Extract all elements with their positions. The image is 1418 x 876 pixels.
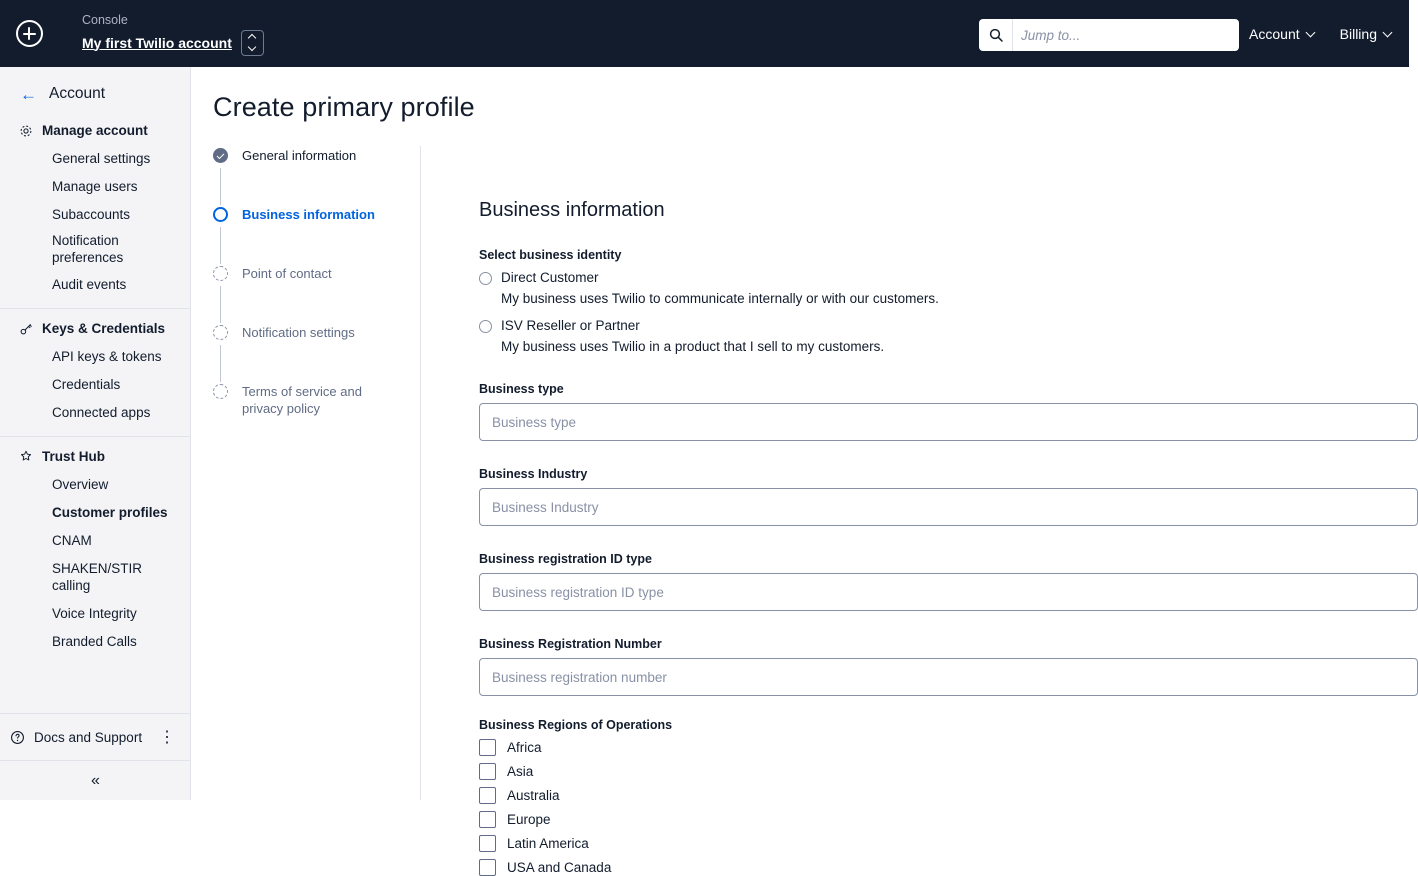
radio-icon[interactable] [479, 320, 492, 333]
step-connector [220, 227, 221, 264]
sidebar-item-audit-events[interactable]: Audit events [52, 276, 127, 292]
radio-isv-reseller-partner-description: My business uses Twilio in a product that I sell to my customers. [501, 339, 885, 354]
sidebar-section-keys-credentials[interactable] [0, 315, 190, 342]
chevron-down-icon [1383, 27, 1393, 37]
arrow-left-icon: ← [20, 84, 37, 104]
docs-and-support[interactable] [0, 713, 191, 760]
trust-hub-icon [18, 449, 33, 464]
checkbox-asia[interactable] [479, 763, 1409, 780]
gear-icon [18, 123, 33, 138]
sidebar-item-connected-apps[interactable]: Connected apps [52, 404, 151, 420]
step-general-information[interactable] [213, 146, 418, 205]
wizard-stepper [213, 146, 418, 422]
step-done-icon [213, 148, 228, 163]
billing-menu-label: Billing [1339, 25, 1377, 42]
main-content [191, 67, 1409, 875]
business-type-input[interactable] [479, 403, 1418, 441]
radio-isv-reseller-partner[interactable] [479, 317, 1409, 335]
checkbox-label: Africa [507, 740, 542, 755]
top-menu [1249, 0, 1391, 67]
sidebar-item-general-settings[interactable]: General settings [52, 150, 151, 166]
sidebar-section-label: Manage account [42, 123, 148, 138]
checkbox-icon[interactable] [479, 859, 496, 876]
checkbox-icon[interactable] [479, 763, 496, 780]
checkbox-australia[interactable] [479, 787, 1409, 804]
checkbox-usa-and-canada[interactable] [479, 859, 1409, 876]
step-connector [220, 168, 221, 205]
checkbox-label: Australia [507, 788, 560, 803]
business-type-label: Business type [479, 382, 564, 396]
step-notification-settings[interactable] [213, 323, 418, 382]
sidebar-item-shaken-stir-calling[interactable]: SHAKEN/STIR calling [52, 560, 143, 593]
account-block [82, 12, 264, 56]
radio-direct-customer[interactable] [479, 269, 1409, 287]
sidebar-footer [0, 713, 191, 800]
sidebar-item-voice-integrity[interactable]: Voice Integrity [52, 605, 137, 621]
sidebar-item-credentials[interactable]: Credentials [52, 376, 121, 392]
search-icon [979, 19, 1013, 51]
step-label: Point of contact [242, 266, 332, 281]
step-pending-icon [213, 384, 228, 399]
sidebar-back-to-account[interactable] [0, 67, 190, 117]
key-icon [18, 321, 33, 336]
form-heading: Business information [479, 199, 665, 221]
sidebar-back-label: Account [49, 85, 106, 102]
step-point-of-contact[interactable] [213, 264, 418, 323]
sidebar-section-manage-account[interactable] [0, 117, 190, 144]
sidebar-item-overview[interactable]: Overview [52, 476, 109, 492]
step-connector [220, 345, 221, 382]
search-input[interactable] [1013, 20, 1239, 50]
step-label: Business information [242, 207, 375, 222]
business-registration-id-type-input[interactable] [479, 573, 1418, 611]
twilio-logo-icon [16, 20, 43, 47]
step-business-information[interactable] [213, 205, 418, 264]
account-menu[interactable] [1249, 26, 1314, 42]
account-name-link[interactable]: My first Twilio account [82, 34, 232, 51]
step-terms-of-service[interactable] [213, 382, 418, 422]
radio-direct-customer-description: My business uses Twilio to communicate internally or with our customers. [501, 291, 939, 306]
sidebar-item-customer-profiles[interactable]: Customer profiles [52, 504, 168, 520]
checkbox-label: Latin America [507, 836, 589, 851]
checkbox-africa[interactable] [479, 739, 1409, 756]
sidebar-section-trust-hub[interactable] [0, 443, 190, 470]
sidebar-collapse-button[interactable] [0, 760, 191, 800]
chevron-down-icon [1305, 27, 1315, 37]
checkbox-icon[interactable] [479, 811, 496, 828]
sidebar-section-label: Keys & Credentials [42, 321, 166, 336]
sidebar-divider [0, 308, 190, 309]
business-information-form [420, 146, 1409, 875]
twilio-logo-button[interactable] [0, 0, 58, 67]
sidebar-item-manage-users[interactable]: Manage users [52, 178, 138, 194]
checkbox-icon[interactable] [479, 835, 496, 852]
business-identity-label: Select business identity [479, 248, 622, 262]
checkbox-label: USA and Canada [507, 860, 612, 875]
sidebar-divider [0, 436, 190, 437]
step-label: General information [242, 148, 357, 163]
step-active-icon [213, 207, 228, 222]
sidebar-section-label: Trust Hub [42, 449, 105, 464]
checkbox-europe[interactable] [479, 811, 1409, 828]
radio-label: Direct Customer [501, 270, 599, 285]
step-connector [220, 286, 221, 323]
business-registration-number-input[interactable] [479, 658, 1418, 696]
docs-and-support-label: Docs and Support [34, 729, 143, 745]
page-title: Create primary profile [213, 92, 475, 122]
step-pending-icon [213, 266, 228, 281]
global-search[interactable] [979, 19, 1239, 51]
checkbox-label: Europe [507, 812, 551, 827]
help-circle-icon [10, 730, 25, 745]
checkbox-icon[interactable] [479, 787, 496, 804]
checkbox-label: Asia [507, 764, 534, 779]
sidebar-item-notification-preferences[interactable] [0, 228, 190, 270]
console-label: Console [82, 12, 128, 27]
sidebar-item-label: Notification preferences [52, 233, 124, 265]
sidebar [0, 67, 191, 800]
business-industry-input[interactable] [479, 488, 1418, 526]
business-industry-label: Business Industry [479, 467, 588, 481]
radio-icon[interactable] [479, 272, 492, 285]
kebab-menu-icon[interactable]: ⋮ [159, 729, 175, 746]
sidebar-item-cnam[interactable]: CNAM [52, 532, 92, 548]
business-registration-id-type-label: Business registration ID type [479, 552, 652, 566]
business-regions-label: Business Regions of Operations [479, 718, 673, 732]
radio-label: ISV Reseller or Partner [501, 318, 640, 333]
sidebar-item-branded-calls[interactable]: Branded Calls [52, 633, 137, 649]
checkbox-icon[interactable] [479, 739, 496, 756]
sidebar-item-api-keys-tokens[interactable]: API keys & tokens [52, 348, 162, 364]
step-label: Terms of service and privacy policy [242, 384, 362, 416]
sidebar-item-subaccounts[interactable]: Subaccounts [52, 206, 131, 222]
step-pending-icon [213, 325, 228, 340]
account-switcher-icon[interactable] [241, 30, 264, 56]
top-navigation-bar [0, 0, 1409, 67]
step-label: Notification settings [242, 325, 355, 340]
business-registration-number-label: Business Registration Number [479, 637, 662, 651]
collapse-left-icon: « [91, 771, 100, 789]
account-menu-label: Account [1249, 25, 1300, 42]
checkbox-latin-america[interactable] [479, 835, 1409, 852]
billing-menu[interactable] [1340, 26, 1391, 42]
